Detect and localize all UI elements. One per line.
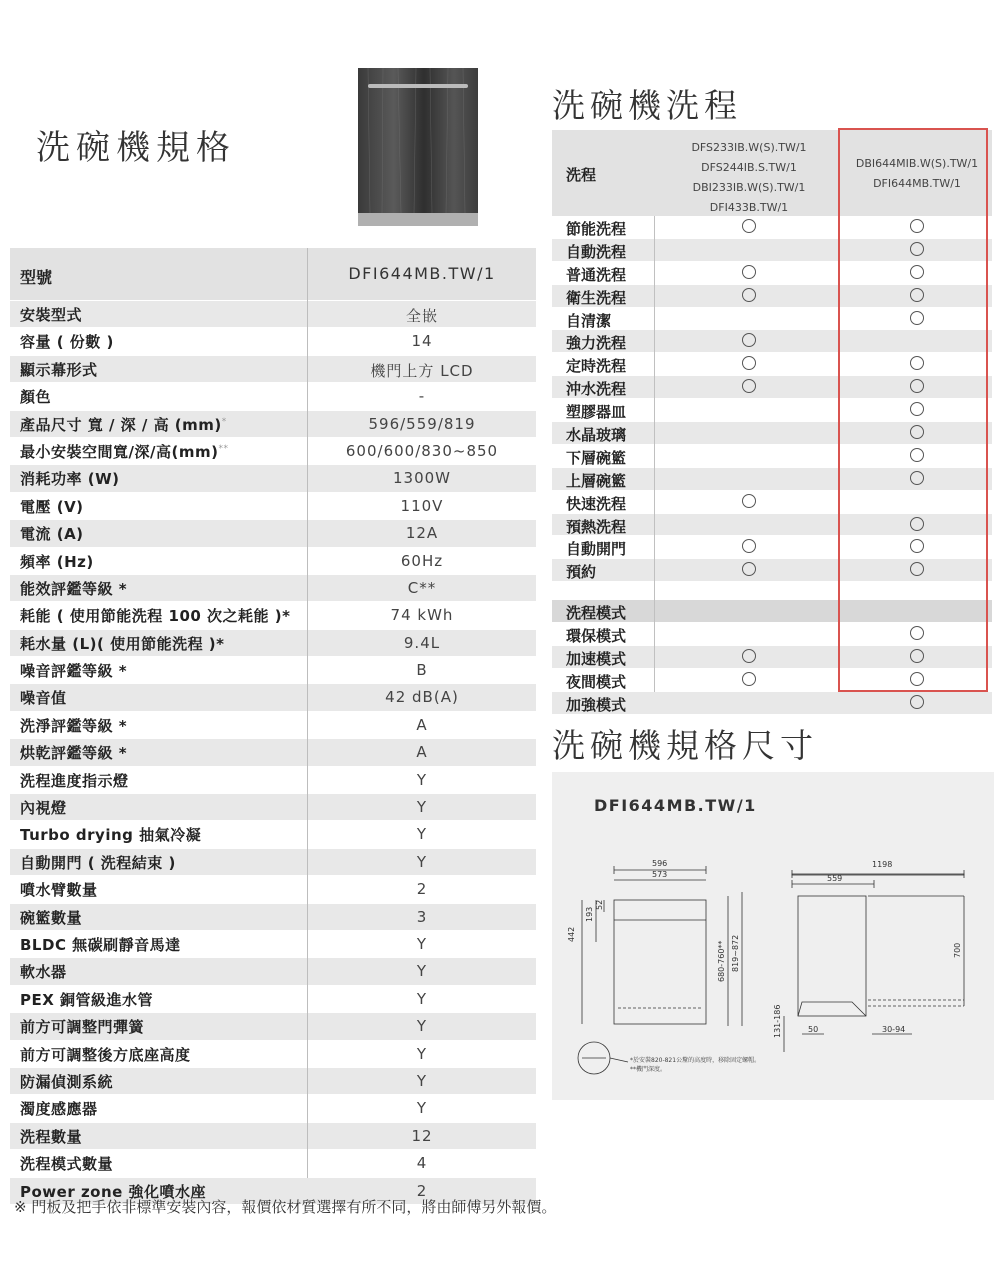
spec-value: - bbox=[418, 387, 426, 406]
spec-value: Y bbox=[416, 825, 428, 844]
dim-note-2: **機門深度。 bbox=[630, 1066, 667, 1073]
dim-label-131: 131-186 bbox=[773, 1004, 782, 1038]
spec-value: 14 bbox=[411, 332, 433, 351]
spec-label: 前方可調整門彈簧 bbox=[20, 1018, 145, 1037]
spec-value: 42 dB(A) bbox=[385, 688, 459, 707]
spec-label: 碗籃數量 bbox=[20, 908, 83, 927]
model-name: DFS233IB.W(S).TW/1 bbox=[691, 141, 807, 154]
spec-row bbox=[10, 630, 536, 657]
spec-value: 4 bbox=[416, 1154, 428, 1173]
program-row bbox=[552, 692, 992, 715]
spec-value: C** bbox=[407, 578, 437, 597]
spec-row bbox=[10, 520, 536, 547]
dim-note-1: *於安裝820-821公釐的高度時，移除固定螺帽。 bbox=[630, 1057, 761, 1064]
program-label: 衛生洗程 bbox=[566, 288, 627, 307]
program-label: 加強模式 bbox=[566, 695, 627, 714]
program-label: 夜間模式 bbox=[566, 672, 627, 691]
dim-label-700: 700 bbox=[953, 942, 962, 958]
spec-row bbox=[10, 712, 536, 739]
spec-column-divider bbox=[307, 248, 308, 1178]
programs-title: 洗碗機洗程 bbox=[552, 86, 742, 125]
spec-label: 洗淨評鑑等級 * bbox=[20, 716, 128, 735]
spec-table bbox=[10, 248, 536, 1205]
spec-label: 消耗功率 (W) bbox=[20, 470, 120, 489]
spec-label: 前方可調整後方底座高度 bbox=[20, 1045, 191, 1064]
spec-value: 3 bbox=[416, 907, 428, 926]
spec-row bbox=[10, 328, 536, 355]
spec-row bbox=[10, 1095, 536, 1122]
spec-value: Y bbox=[416, 1099, 428, 1118]
program-label: 預約 bbox=[566, 563, 597, 582]
spec-label: 防漏偵測系統 bbox=[20, 1072, 114, 1091]
spec-row bbox=[10, 904, 536, 931]
program-label: 環保模式 bbox=[566, 627, 627, 646]
programs-col1-models bbox=[656, 138, 842, 218]
circle-icon bbox=[742, 379, 756, 393]
dim-label-819: 819~872 bbox=[731, 934, 740, 972]
dim-label-52: 52 bbox=[595, 899, 604, 910]
spec-label: 內視燈 bbox=[20, 799, 67, 818]
spec-row bbox=[10, 657, 536, 684]
spec-value: B bbox=[416, 661, 428, 680]
spec-value: 60Hz bbox=[400, 551, 444, 570]
spec-header-model: DFI644MB.TW/1 bbox=[348, 264, 496, 283]
spec-label: 濁度感應器 bbox=[20, 1100, 98, 1119]
spec-label: Power zone 強化噴水座 bbox=[20, 1182, 207, 1201]
spec-value: 2 bbox=[416, 880, 428, 899]
spec-value: 600/600/830~850 bbox=[345, 441, 499, 460]
spec-value: 機門上方 LCD bbox=[370, 361, 474, 380]
spec-value: 2 bbox=[416, 1181, 428, 1200]
spec-row bbox=[10, 821, 536, 848]
spec-row bbox=[10, 465, 536, 492]
spec-label: 烘乾評鑑等級 * bbox=[20, 744, 128, 763]
circle-icon bbox=[742, 265, 756, 279]
spec-row bbox=[10, 794, 536, 821]
spec-value: Y bbox=[416, 962, 428, 981]
spec-value: Y bbox=[416, 1044, 428, 1063]
spec-row bbox=[10, 1150, 536, 1177]
program-label: 下層碗籃 bbox=[566, 448, 627, 467]
spec-row bbox=[10, 1123, 536, 1150]
spec-row bbox=[10, 493, 536, 520]
spec-label: 頻率 (Hz) bbox=[20, 552, 94, 571]
spec-label: 自動開門 ( 洗程結束 ) bbox=[20, 853, 176, 872]
spec-value: Y bbox=[416, 798, 428, 817]
spec-row bbox=[10, 876, 536, 903]
model-name: DFS244IB.S.TW/1 bbox=[701, 161, 797, 174]
program-label: 沖水洗程 bbox=[566, 380, 627, 399]
spec-row bbox=[10, 356, 536, 383]
program-label: 水晶玻璃 bbox=[566, 426, 627, 445]
spec-row bbox=[10, 1068, 536, 1095]
spec-value: A bbox=[416, 715, 428, 734]
spec-header-label: 型號 bbox=[20, 268, 53, 287]
program-label: 快速洗程 bbox=[566, 494, 627, 513]
program-label: 塑膠器皿 bbox=[566, 403, 627, 422]
spec-row bbox=[10, 602, 536, 629]
spec-label: BLDC 無碳刷靜音馬達 bbox=[20, 935, 181, 954]
spec-value: 1300W bbox=[392, 469, 451, 488]
spec-row bbox=[10, 411, 536, 438]
footnote: ※ 門板及把手依非標準安裝內容，報價依材質選擇有所不同，將由師傅另外報價。 bbox=[14, 1198, 557, 1216]
spec-value: Y bbox=[416, 770, 428, 789]
circle-icon bbox=[742, 562, 756, 576]
dim-label-559: 559 bbox=[827, 874, 843, 883]
spec-label: 洗程進度指示燈 bbox=[20, 771, 129, 790]
spec-label: 電壓 (V) bbox=[20, 497, 84, 516]
spec-row bbox=[10, 849, 536, 876]
circle-icon bbox=[742, 356, 756, 370]
model-name: DBI644MIB.W(S).TW/1 bbox=[855, 157, 979, 170]
spec-label: 噪音值 bbox=[20, 689, 67, 708]
spec-row bbox=[10, 438, 536, 465]
circle-icon bbox=[742, 672, 756, 686]
spec-label: 噴水臂數量 bbox=[20, 881, 98, 900]
program-label: 節能洗程 bbox=[566, 220, 627, 238]
spec-label: 洗程數量 bbox=[20, 1127, 83, 1146]
spec-label: 耗能 ( 使用節能洗程 100 次之耗能 )* bbox=[20, 607, 291, 626]
spec-value: A bbox=[416, 743, 428, 762]
spec-label: 容量 ( 份數 ) bbox=[20, 333, 114, 352]
spec-value: 110V bbox=[400, 496, 444, 515]
circle-icon bbox=[742, 288, 756, 302]
program-label: 普通洗程 bbox=[566, 265, 627, 284]
dimensions-title: 洗碗機規格尺寸 bbox=[552, 726, 818, 765]
spec-label: 能效評鑑等級 * bbox=[20, 579, 128, 598]
program-label: 自動開門 bbox=[566, 540, 627, 559]
dim-label-193: 193 bbox=[585, 906, 594, 922]
spec-row bbox=[10, 1013, 536, 1040]
circle-icon bbox=[742, 539, 756, 553]
spec-row bbox=[10, 301, 536, 328]
model-name: DBI233IB.W(S).TW/1 bbox=[692, 181, 806, 194]
spec-note-mark: ** bbox=[218, 443, 229, 454]
spec-label: 顏色 bbox=[20, 388, 52, 407]
dim-label-30: 30-94 bbox=[882, 1025, 906, 1034]
spec-value: 12A bbox=[405, 524, 439, 543]
spec-label: 顯示幕形式 bbox=[20, 360, 98, 379]
spec-row bbox=[10, 986, 536, 1013]
model-name: DFI433B.TW/1 bbox=[709, 201, 789, 214]
spec-label: PEX 銅管級進水管 bbox=[20, 990, 154, 1009]
circle-icon bbox=[742, 333, 756, 347]
spec-row bbox=[10, 931, 536, 958]
spec-label: 洗程模式數量 bbox=[20, 1155, 114, 1174]
spec-row bbox=[10, 1041, 536, 1068]
spec-value: Y bbox=[416, 852, 428, 871]
spec-label: 軟水器 bbox=[20, 963, 67, 982]
programs-header-label: 洗程 bbox=[566, 166, 597, 184]
program-label: 加速模式 bbox=[566, 650, 627, 669]
spec-label: 產品尺寸 寬 / 深 / 高 (mm)* bbox=[20, 415, 227, 434]
dim-label-596: 596 bbox=[652, 859, 668, 868]
spec-value: Y bbox=[416, 1017, 428, 1036]
modes-section-label: 洗程模式 bbox=[566, 604, 627, 623]
dim-label-573: 573 bbox=[652, 870, 668, 879]
dim-label-50: 50 bbox=[808, 1025, 819, 1034]
spec-label: 耗水量 (L)( 使用節能洗程 )* bbox=[20, 634, 225, 653]
dim-label-442: 442 bbox=[567, 926, 576, 942]
circle-icon bbox=[742, 219, 756, 233]
circle-icon bbox=[742, 494, 756, 508]
spec-row bbox=[10, 739, 536, 766]
dim-label-680: 680-760** bbox=[717, 940, 726, 982]
highlight-box bbox=[838, 128, 988, 692]
program-label: 自清潔 bbox=[566, 311, 612, 330]
spec-row bbox=[10, 548, 536, 575]
spec-label: 安裝型式 bbox=[20, 306, 83, 324]
spec-value: Y bbox=[416, 1071, 428, 1090]
spec-note-mark: * bbox=[221, 416, 227, 427]
spec-row bbox=[10, 575, 536, 602]
program-label: 定時洗程 bbox=[566, 357, 627, 376]
spec-label: 噪音評鑑等級 * bbox=[20, 662, 128, 681]
programs-column-divider bbox=[654, 216, 655, 692]
program-label: 強力洗程 bbox=[566, 334, 627, 353]
spec-label: Turbo drying 抽氣冷凝 bbox=[20, 826, 202, 845]
spec-label: 電流 (A) bbox=[20, 525, 84, 544]
spec-value: 74 kWh bbox=[390, 606, 454, 625]
spec-value: 全嵌 bbox=[405, 307, 438, 325]
product-image bbox=[358, 68, 478, 226]
dimensions-model: DFI644MB.TW/1 bbox=[594, 796, 757, 815]
dimension-drawing bbox=[552, 772, 994, 1100]
circle-icon bbox=[910, 695, 924, 709]
spec-row bbox=[10, 383, 536, 410]
spec-row bbox=[10, 767, 536, 794]
spec-label: 最小安裝空間寬/深/高(mm)** bbox=[20, 442, 229, 461]
spec-value: 12 bbox=[411, 1126, 433, 1145]
spec-value: Y bbox=[416, 934, 428, 953]
circle-icon bbox=[742, 649, 756, 663]
spec-header-row bbox=[10, 248, 536, 301]
program-label: 上層碗籃 bbox=[566, 471, 627, 490]
spec-title: 洗碗機規格 bbox=[36, 128, 236, 168]
dim-label-1198: 1198 bbox=[872, 860, 893, 869]
program-label: 自動洗程 bbox=[566, 242, 627, 261]
model-name: DFI644MB.TW/1 bbox=[873, 177, 961, 190]
spec-value: 9.4L bbox=[403, 633, 441, 652]
spec-value: Y bbox=[416, 989, 428, 1008]
spec-row bbox=[10, 958, 536, 985]
spec-value: 596/559/819 bbox=[368, 414, 476, 433]
program-label: 預熱洗程 bbox=[566, 517, 627, 536]
spec-row bbox=[10, 684, 536, 711]
